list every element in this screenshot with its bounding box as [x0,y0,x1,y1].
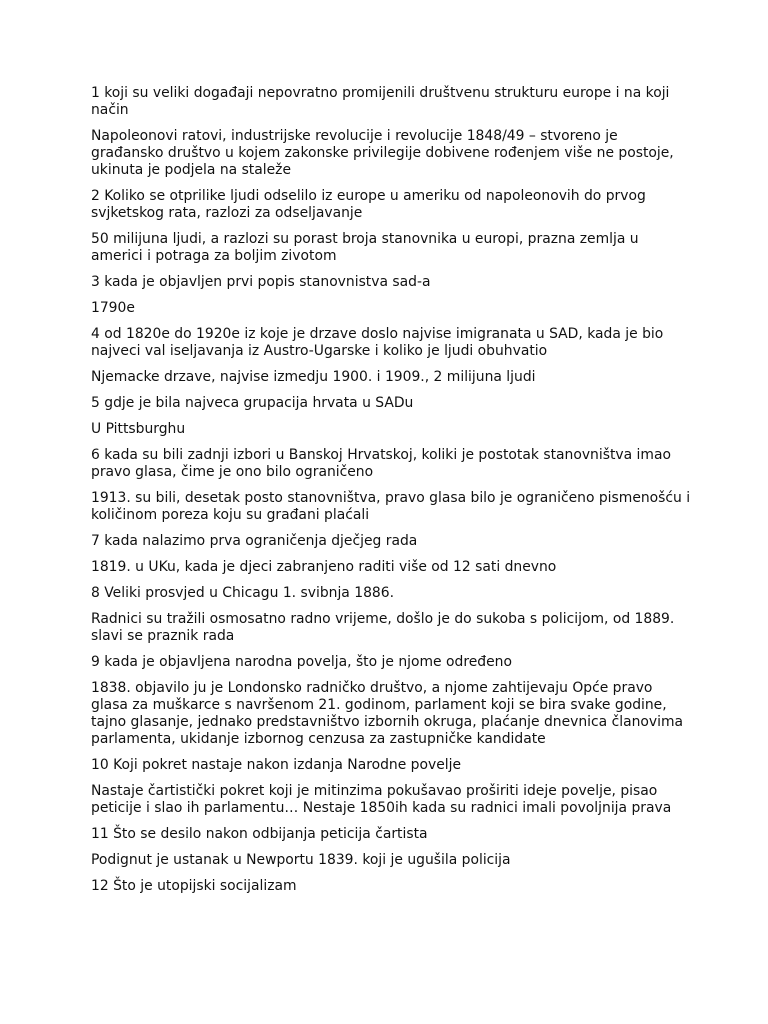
answer-11: Podignut je ustanak u Newportu 1839. koji je ugušila policija [91,852,511,868]
question-2: 2 Koliko se otprilike ljudi odselilo iz europe u ameriku od napoleonovih do prvog svjketskog rata, razlozi za odseljavanje [91,188,646,221]
question-5: 5 gdje je bila najveca grupacija hrvata u SADu [91,395,414,411]
question-10: 10 Koji pokret nastaje nakon izdanja Narodne povelje [91,757,462,773]
answer-5: U Pittsburghu [91,421,186,437]
question-3: 3 kada je objavljen prvi popis stanovnistva sad-a [91,274,431,290]
answer-9: 1838. objavilo ju je Londonsko radničko društvo, a njome zahtijevaju Opće pravo glasa za muškarce s navršenom 21. godinom, parlament koji se bira svake godine, tajno glasanje, jednako predstavništvo izbornih okruga, plaćanje dnevnica članovima parlamenta, ukidanje izbornog cenzusa za zastupničke kandidate [91,680,684,747]
answer-6: 1913. su bili, desetak posto stanovništva, pravo glasa bilo je ograničeno pismenošću i količinom poreza koju su građani plaćali [91,490,691,523]
question-7: 7 kada nalazimo prva ograničenja dječjeg rada [91,533,418,549]
question-4: 4 od 1820e do 1920e iz koje je drzave doslo najvise imigranata u SAD, kada je bio najveci val iseljavanja iz Austro-Ugarske i koliko je ljudi obuhvatio [91,326,664,359]
question-12: 12 Što je utopijski socijalizam [91,878,297,894]
question-11: 11 Što se desilo nakon odbijanja peticija čartista [91,826,428,842]
answer-4: Njemacke drzave, najvise izmedju 1900. i 1909., 2 milijuna ljudi [91,369,536,385]
answer-7: 1819. u UKu, kada je djeci zabranjeno raditi više od 12 sati dnevno [91,559,557,575]
question-1: 1 koji su veliki događaji nepovratno promijenili društvenu strukturu europe i na koji način [91,85,670,118]
answer-1: Napoleonovi ratovi, industrijske revolucije i revolucije 1848/49 – stvoreno je građansko društvo u kojem zakonske privilegije dobivene rođenjem više ne postoje, ukinuta je podjela na staleže [91,128,674,178]
question-8: 8 Veliki prosvjed u Chicagu 1. svibnja 1886. [91,585,395,601]
answer-8: Radnici su tražili osmosatno radno vrijeme, došlo je do sukoba s policijom, od 1889. slavi se praznik rada [91,611,675,644]
answer-3: 1790e [91,300,135,316]
question-6: 6 kada su bili zadnji izbori u Banskoj Hrvatskoj, koliki je postotak stanovništva imao pravo glasa, čime je ono bilo ograničeno [91,447,671,480]
answer-2: 50 milijuna ljudi, a razlozi su porast broja stanovnika u europi, prazna zemlja u americi i potraga za boljim zivotom [91,231,639,264]
document-page [91,85,691,904]
answer-10: Nastaje čartistički pokret koji je mitinzima pokušavao proširiti ideje povelje, pisao peticije i slao ih parlamentu… Nestaje 1850ih kada su radnici imali povoljnija prava [91,783,672,816]
question-9: 9 kada je objavljena narodna povelja, što je njome određeno [91,654,512,670]
